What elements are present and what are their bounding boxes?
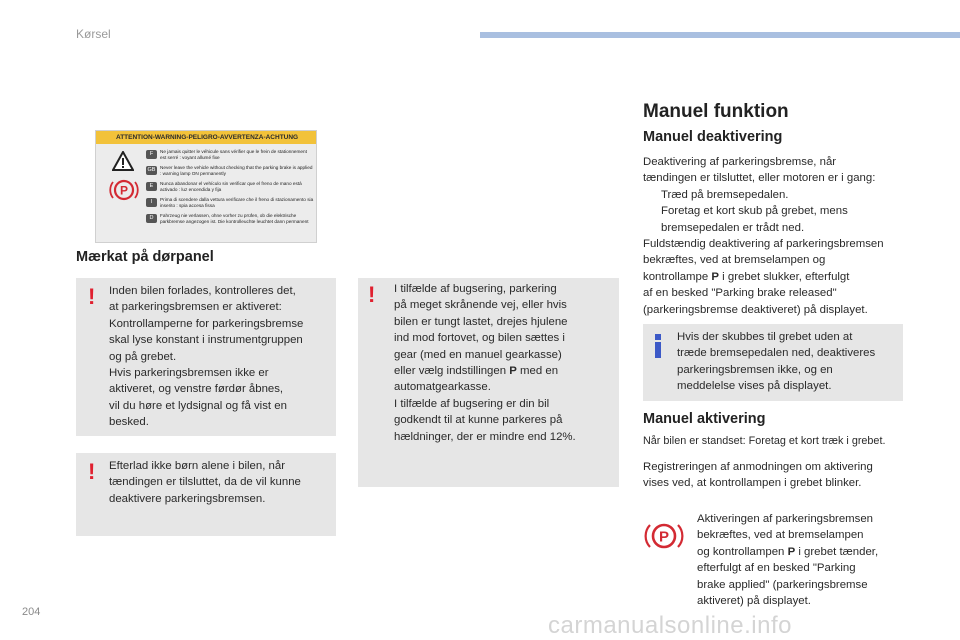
language-code-badge: F xyxy=(146,150,157,159)
warning-text xyxy=(109,283,303,431)
text-line: Registreringen af anmodningen om aktivering xyxy=(643,461,873,473)
text-line: (parkeringsbremse deaktiveret) på displayet. xyxy=(643,303,868,316)
sticker-row-text: Never leave the vehicle without checking that the parking brake is applied : warning lamp ON permanently xyxy=(160,165,313,176)
text-line: Foretag et kort skub på grebet, mens xyxy=(661,205,848,218)
info-text xyxy=(677,329,875,395)
text-line: og kontrollampen P i grebet tænder, xyxy=(697,545,879,558)
watermark: carmanualsonline.info xyxy=(548,612,792,639)
text-line: vil du høre et lydsignal og få vist en xyxy=(109,399,287,412)
warning-text xyxy=(394,281,576,445)
sticker-row-text: Nunca abandonar el vehículo sin verificar que el freno de mano está activado : luz encendida y fija xyxy=(160,181,302,192)
section-label: Kørsel xyxy=(76,27,111,41)
text-line: bekræftes, ved at bremselampen xyxy=(697,529,864,542)
language-code-badge: E xyxy=(146,182,157,191)
sticker-row-text: Fahrzeug nie verlassen, ohne vorher zu prüfen, ob die elektrische parkbremse angezogen ist. Die kontrolleuchte leuchtet dann permanent xyxy=(160,213,309,224)
text-line: Hvis parkeringsbremsen ikke er xyxy=(109,367,269,380)
text-line: og på grebet. xyxy=(109,350,177,363)
text-line: skal lyse konstant i instrumentgruppen xyxy=(109,334,303,347)
text-line: af en besked "Parking brake released" xyxy=(643,287,837,300)
sticker-row xyxy=(146,197,314,212)
warning-exclamation-icon: ! xyxy=(368,282,376,307)
page-number: 204 xyxy=(22,606,41,618)
text-line: efterfulgt af en besked "Parking xyxy=(697,562,856,575)
text-line: at parkeringsbremsen er aktiveret: xyxy=(109,301,282,314)
text-line: gear (med en manuel gearkasse) xyxy=(394,348,562,361)
text-line: på meget skrånende vej, eller hvis xyxy=(394,299,567,312)
sticker-row xyxy=(146,181,314,196)
text-line: deaktivere parkeringsbremsen. xyxy=(109,492,266,505)
text-line: aktiveret, og venstre førdør åbnes, xyxy=(109,383,284,396)
parking-brake-icon xyxy=(108,177,140,203)
text-line: Aktiveringen af parkeringsbremsen xyxy=(697,513,874,525)
text-line: besked. xyxy=(109,416,149,429)
header-accent-bar xyxy=(480,32,960,38)
sticker-heading: ATTENTION-WARNING-PELIGRO-AVVERTENZA-ACHTUNG xyxy=(96,131,316,144)
door-panel-sticker-image xyxy=(95,130,317,243)
sticker-row-text: Ne jamais quitter le véhicule sans vérifier que le frein de stationnement est serré : voyant allumé fixe xyxy=(160,149,307,160)
text-line: vises ved, at kontrollampen i grebet blinker. xyxy=(643,477,862,490)
manual-deactivation-title: Manuel deaktivering xyxy=(643,129,783,145)
text-line: aktiveret) på displayet. xyxy=(697,595,811,608)
sticker-row-text: Prima di scendere dalla vettura verificare che il freno di stazionamento sia inserito : spia accesa fissa xyxy=(160,197,314,208)
warning-exclamation-icon: ! xyxy=(88,459,96,484)
language-code-badge: GB xyxy=(147,167,156,173)
text-line: Fuldstændig deaktivering af parkeringsbremsen xyxy=(643,238,884,251)
text-line: hældninger, der er mindre end 12%. xyxy=(394,430,576,443)
sticker-language-rows xyxy=(146,149,314,229)
sticker-row xyxy=(146,149,314,164)
sticker-row xyxy=(146,213,314,228)
text-line: godkendt til at kunne parkeres på xyxy=(394,414,563,427)
text-line: I tilfælde af bugsering er din bil xyxy=(394,397,550,410)
text-line: Træd på bremsepedalen. xyxy=(661,188,789,201)
manual-activation-title: Manuel aktivering xyxy=(643,411,766,427)
language-code-badge: D xyxy=(146,214,157,223)
text-line: bremsepedalen er trådt ned. xyxy=(661,221,805,234)
activation-confirmation-text xyxy=(697,511,878,609)
text-line: Inden bilen forlades, kontrolleres det, xyxy=(109,285,296,297)
text-line: automatgearkasse. xyxy=(394,381,491,394)
text-line: meddelelse vises på displayet. xyxy=(677,380,832,393)
text-line: tændingen er tilsluttet, eller motoren er i gang: xyxy=(643,172,876,185)
bullet-item xyxy=(643,187,913,203)
text-line: eller vælg indstillingen P med en xyxy=(394,365,559,378)
info-box-push-without-pedal xyxy=(643,324,903,401)
warning-box-leave-vehicle xyxy=(76,278,336,436)
activation-instruction: Når bilen er standset: Foretag et kort træk i grebet. xyxy=(643,435,886,447)
warning-text xyxy=(109,458,301,507)
svg-text:P: P xyxy=(119,183,129,198)
activation-text xyxy=(643,459,873,492)
warning-exclamation-icon: ! xyxy=(88,284,96,309)
warning-box-children xyxy=(76,453,336,536)
text-line: bilen er tungt lastet, drejes hjulene xyxy=(394,315,568,328)
text-line: ind mod fortovet, og bilen sættes i xyxy=(394,332,565,345)
warning-triangle-icon xyxy=(112,151,134,171)
manual-function-title: Manuel funktion xyxy=(643,101,789,122)
parking-brake-icon xyxy=(643,519,685,553)
text-line: Efterlad ikke børn alene i bilen, når xyxy=(109,460,286,472)
manual-deactivation-text xyxy=(643,154,913,318)
door-panel-label-title: Mærkat på dørpanel xyxy=(76,249,214,265)
text-line: parkeringsbremsen ikke, og en xyxy=(677,363,833,376)
bullet-item xyxy=(643,203,913,236)
text-line: kontrollampe P i grebet slukker, efterfulgt xyxy=(643,270,850,283)
text-line: Kontrollamperne for parkeringsbremse xyxy=(109,317,304,330)
warning-box-towing xyxy=(358,278,619,487)
text-line: bekræftes, ved at bremselampen og xyxy=(643,254,826,267)
text-line: Hvis der skubbes til grebet uden at xyxy=(677,331,853,343)
info-icon xyxy=(654,334,663,358)
bullet-icon xyxy=(643,203,661,236)
language-code-badge: I xyxy=(146,198,157,207)
bullet-icon xyxy=(643,187,661,203)
svg-text:P: P xyxy=(658,528,670,546)
text-line: I tilfælde af bugsering, parkering xyxy=(394,283,557,295)
sticker-row xyxy=(146,165,314,180)
text-line: brake applied" (parkeringsbremse xyxy=(697,578,868,591)
text-line: tændingen er tilsluttet, da de vil kunne xyxy=(109,476,301,489)
text-line: træde bremsepedalen ned, deaktiveres xyxy=(677,347,876,360)
text-line: Deaktivering af parkeringsbremse, når xyxy=(643,156,837,168)
